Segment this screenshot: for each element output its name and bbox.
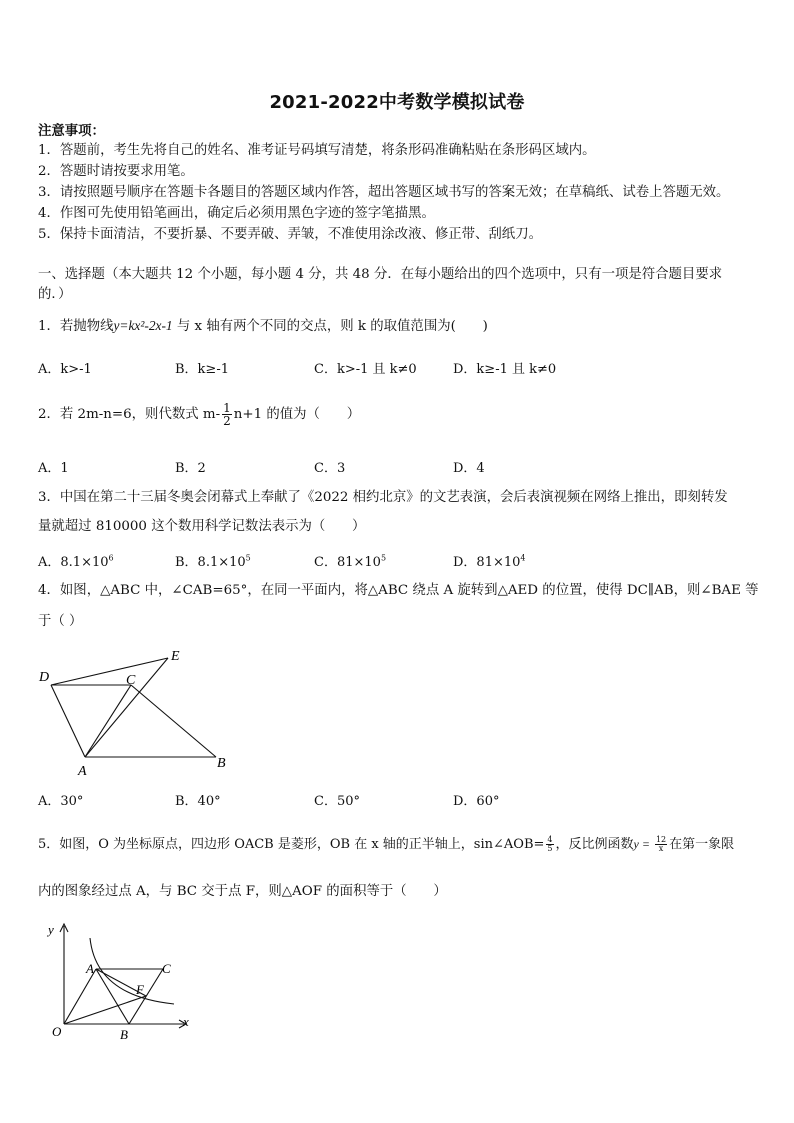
question-3-cont: 量就超过 810000 这个数用科学记数法表示为（ ） <box>38 519 366 534</box>
section-heading-cont: 的．） <box>38 287 72 302</box>
label-a: A <box>78 764 87 779</box>
q1-option-a: A．k>-1 <box>38 362 92 377</box>
q4-option-c: C．50° <box>314 794 360 809</box>
q2-option-c: C．3 <box>314 461 346 476</box>
q5-text-b: ，反比例函数 <box>555 837 634 852</box>
notice-item: 5．保持卡面清洁，不要折暴、不要弄破、弄皱，不准使用涂改液、修正带、刮纸刀。 <box>38 227 542 242</box>
q5-text-c: 在第一象限 <box>669 837 735 852</box>
q3-option-c: C．$81\times 10^5$ <box>314 553 387 570</box>
q5-func-lhs: y = <box>633 837 653 851</box>
q4-option-a: A．30° <box>38 794 84 809</box>
question-4-cont: 于（ ） <box>38 614 83 629</box>
question-5 <box>38 834 734 855</box>
q1-option-b: B．k≥-1 <box>175 362 229 377</box>
label-o: O <box>52 1024 62 1039</box>
question-1 <box>38 316 488 337</box>
segment-cb <box>131 685 216 757</box>
question-3: 3．中国在第二十三届冬奥会闭幕式上奉献了《2022 相约北京》的文艺表演，会后表演视频在网络上推出，即刻转发 <box>38 490 728 505</box>
q1-option-c: C．k>-1 且 k≠0 <box>314 362 417 377</box>
q2-option-b: B．2 <box>175 461 206 476</box>
section-heading: 一、选择题（本大题共 12 个小题，每小题 4 分，共 48 分．在每小题给出的四个选项中，只有一项是符合题目要求 <box>38 267 723 282</box>
segment-ac <box>85 685 131 757</box>
q3-option-a: A．$8.1\times 10^6$ <box>38 553 114 570</box>
q2-option-d: D．4 <box>453 461 485 476</box>
label-x: x <box>183 1014 189 1029</box>
q2-option-a: A．1 <box>38 461 69 476</box>
q2-text-a: 2．若 2m-n=6，则代数式 m- <box>38 407 221 422</box>
question-2 <box>38 402 360 427</box>
q4-option-d: D．60° <box>453 794 500 809</box>
segment-da <box>51 685 85 757</box>
segment-of <box>64 996 146 1024</box>
q2-text-b: n+1 的值为（ ） <box>233 407 361 422</box>
q1-text-a: 1．若抛物线 <box>38 319 114 334</box>
segment-de <box>51 658 168 685</box>
label-b: B <box>120 1027 128 1042</box>
q5-func-fraction: $\frac{12}{x}$ <box>655 835 667 853</box>
q1-formula: y=kx²-2x-1 <box>113 318 173 333</box>
q4-triangle-figure <box>30 640 240 780</box>
q1-option-d: D．k≥-1 且 k≠0 <box>453 362 557 377</box>
label-c: C <box>162 961 171 976</box>
notice-item: 3．请按照题号顺序在答题卡各题目的答题区域内作答，超出答题区域书写的答案无效；在草稿纸、试卷上答题无效。 <box>38 185 730 200</box>
q5-text-a: 5．如图，O 为坐标原点，四边形 OACB 是菱形，OB 在 x 轴的正半轴上，sin∠AOB= <box>38 837 545 852</box>
notice-item: 4．作图可先使用铅笔画出，确定后必须用黑色字迹的签字笔描黑。 <box>38 206 435 221</box>
q2-fraction: $\frac{1}{2}$ <box>223 401 231 428</box>
label-e: E <box>171 649 180 664</box>
notice-heading: 注意事项： <box>38 123 105 139</box>
q3-option-d: D．$81\times 10^4$ <box>453 553 526 570</box>
label-d: D <box>39 670 50 685</box>
question-5-cont: 内的图象经过点 A，与 BC 交于点 F，则△AOF 的面积等于（ ） <box>38 884 447 899</box>
segment-ab <box>96 969 129 1024</box>
label-c: C <box>126 673 136 688</box>
q3-option-b: B．$8.1\times 10^5$ <box>175 553 251 570</box>
notice-item: 2．答题时请按要求用笔。 <box>38 164 194 179</box>
notice-item: 1．答题前，考生先将自己的姓名、准考证号码填写清楚，将条形码准确粘贴在条形码区域内。 <box>38 143 596 158</box>
question-4: 4．如图，△ABC 中，∠CAB=65°，在同一平面内，将△ABC 绕点 A 旋转到△AED 的位置，使得 DC∥AB，则∠BAE 等 <box>38 583 759 598</box>
q4-option-b: B．40° <box>175 794 221 809</box>
q1-text-b: 与 x 轴有两个不同的交点，则 k 的取值范围为( ) <box>172 319 488 334</box>
q5-rhombus-figure <box>40 918 200 1043</box>
label-b: B <box>217 756 226 771</box>
segment-oa <box>64 969 96 1024</box>
label-f: F <box>136 982 144 997</box>
label-a: A <box>86 961 94 976</box>
page-title: 2021-2022中考数学模拟试卷 <box>269 92 525 113</box>
label-y: y <box>48 922 54 937</box>
q5-sin-fraction: $\frac{4}{5}$ <box>547 835 553 853</box>
